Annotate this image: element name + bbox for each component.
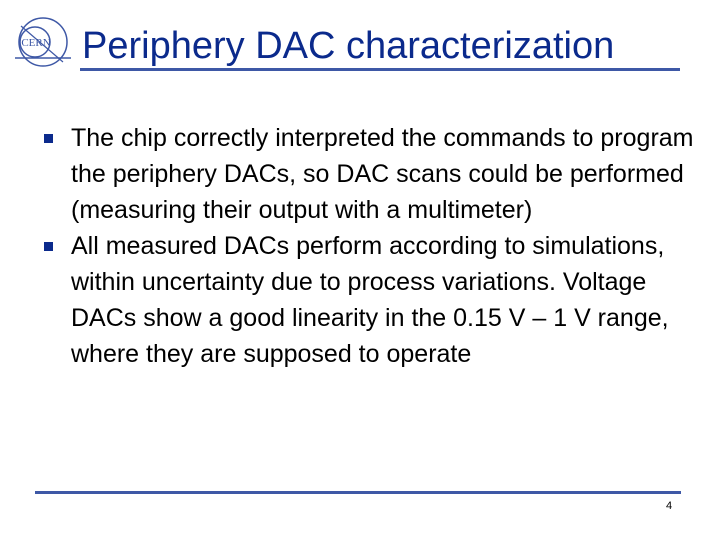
title-divider: [80, 68, 680, 71]
bullet-text: The chip correctly interpreted the commands to program the periphery DACs, so DAC scans could be performed (measuring their output with a multimeter): [71, 124, 694, 224]
bullet-item: [44, 120, 694, 228]
slide-title: Periphery DAC characterization: [82, 25, 615, 67]
bullet-list: [44, 120, 694, 372]
bullet-text: All measured DACs perform according to simulations, within uncertainty due to process variations. Voltage DACs show a good linearity in the 0.15 V – 1 V range, where they are supposed to operate: [71, 232, 669, 368]
square-bullet-icon: [44, 242, 53, 251]
footer-divider: [35, 491, 681, 494]
bullet-item: [44, 228, 694, 372]
cern-logo-graphic: [13, 12, 73, 72]
logo-text: CERN: [21, 37, 51, 49]
cern-logo: [13, 12, 73, 72]
square-bullet-icon: [44, 134, 53, 143]
page-number: 4: [666, 500, 673, 512]
